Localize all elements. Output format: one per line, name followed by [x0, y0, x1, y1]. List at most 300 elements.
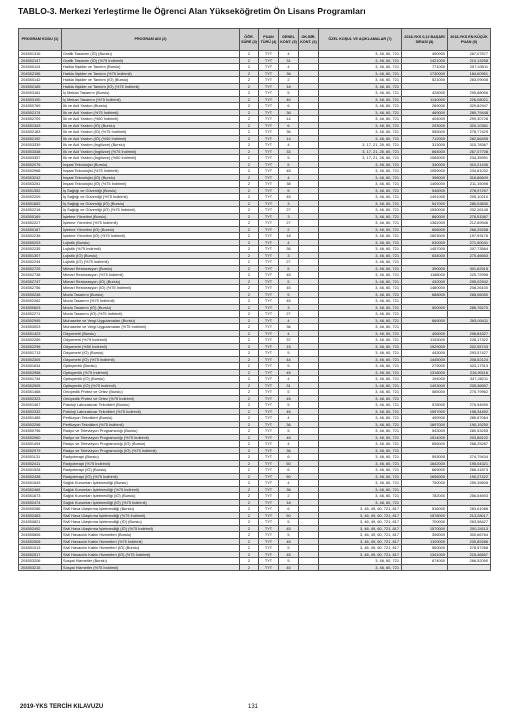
cell-duration: 2: [240, 161, 259, 168]
cell-general-quota: 5: [279, 265, 299, 272]
cell-min-score: 202,26145: [448, 207, 491, 214]
cell-conditions: 3, 46, 60, 721: [319, 402, 402, 409]
cell-general-quota: 14: [279, 135, 299, 142]
cell-duration: 2: [240, 168, 259, 175]
cell-duration: 2: [240, 233, 259, 240]
cell-general-quota: 4: [279, 142, 299, 149]
cell-duration: 2: [240, 51, 259, 58]
cell-score-type: TYT: [259, 564, 279, 571]
cell-min-score: 228,17322: [448, 337, 491, 344]
cell-program-name: Halkla İlişkiler ve Tanıtım (İÖ) (%75 İndirimli): [62, 83, 240, 90]
cell-program-code: 204552174: [19, 109, 62, 116]
cell-conditions: 3, 46, 60, 721: [319, 278, 402, 285]
cell-rank: 1730000: [402, 70, 448, 77]
cell-program-code: 204552474: [19, 499, 62, 506]
cell-program-name: Radyo ve Televizyon Programcılığı (%75 İndirimli): [62, 434, 240, 441]
cell-score-type: TYT: [259, 421, 279, 428]
cell-score-type: TYT: [259, 473, 279, 480]
cell-min-score: 210,13258: [448, 57, 491, 64]
cell-general-quota: 36: [279, 324, 299, 331]
cell-duration: 2: [240, 330, 259, 337]
cell-min-score: 271,50041: [448, 239, 491, 246]
cell-rank: 585000: [402, 389, 448, 396]
cell-duration: 2: [240, 259, 259, 266]
cell-rank: 1109000: [402, 538, 448, 545]
cell-general-quota: 5: [279, 278, 299, 285]
cell-duration: 2: [240, 369, 259, 376]
cell-score-type: TYT: [259, 109, 279, 116]
cell-program-code: 204550187: [19, 226, 62, 233]
cell-program-code: 204552305: [19, 356, 62, 363]
cell-general-quota: 45: [279, 168, 299, 175]
cell-general-quota: 31: [279, 57, 299, 64]
cell-min-score: 320,10361: [448, 122, 491, 129]
col-header-score-type: PUAN TÜRÜ (4): [259, 29, 279, 51]
cell-program-code: 204552738: [19, 272, 62, 279]
cell-conditions: 3, 46, 60, 721: [319, 70, 402, 77]
cell-score-type: TYT: [259, 51, 279, 58]
cell-program-name: Mimari Restorasyon (%75 İndirimli): [62, 272, 240, 279]
cell-conditions: 3, 46, 60, 721: [319, 168, 402, 175]
cell-general-quota: 3: [279, 304, 299, 311]
cell-conditions: 3, 46, 49, 60, 721, 817: [319, 525, 402, 532]
cell-conditions: 3, 46, 49, 60, 721, 817: [319, 506, 402, 513]
cell-conditions: 3, 46, 60, 721: [319, 441, 402, 448]
cell-rank: 782000: [402, 493, 448, 500]
cell-duration: 2: [240, 311, 259, 318]
cell-rank: 396000: [402, 532, 448, 539]
cell-duration: 2: [240, 408, 259, 415]
cell-rank: 1140000: [402, 96, 448, 103]
cell-general-quota: 45: [279, 525, 299, 532]
cell-score-type: TYT: [259, 116, 279, 123]
cell-rank: 664000: [402, 148, 448, 155]
cell-duration: 2: [240, 285, 259, 292]
cell-rank: 1529000: [402, 343, 448, 350]
cell-conditions: 3, 46, 49, 60, 721, 817: [319, 545, 402, 552]
cell-program-name: Lojistik (İÖ) (Burslu): [62, 252, 240, 259]
cell-general-quota: 6: [279, 506, 299, 513]
cell-score-type: TYT: [259, 278, 279, 285]
cell-rank: 555000: [402, 129, 448, 136]
cell-score-type: TYT: [259, 408, 279, 415]
cell-rank: 406000: [402, 330, 448, 337]
cell-program-code: 204550248: [19, 291, 62, 298]
cell-general-quota: 45: [279, 538, 299, 545]
cell-general-quota: 33: [279, 148, 299, 155]
cell-score-type: TYT: [259, 96, 279, 103]
cell-general-quota: 27: [279, 207, 299, 214]
cell-min-score: 190,27422: [448, 473, 491, 480]
cell-rank: 1480000: [402, 285, 448, 292]
cell-min-score: 268,25287: [448, 441, 491, 448]
cell-min-score: 280,53255: [448, 428, 491, 435]
cell-min-score: 268,25258: [448, 226, 491, 233]
cell-general-quota: 4: [279, 51, 299, 58]
cell-min-score: 259,39608: [448, 480, 491, 487]
cell-conditions: 3, 46, 49, 60, 721, 817: [319, 538, 402, 545]
page-number: 131: [248, 704, 259, 710]
cell-program-code: 204551528: [19, 467, 62, 474]
cell-conditions: 3, 46, 60, 721: [319, 291, 402, 298]
cell-score-type: TYT: [259, 285, 279, 292]
cell-score-type: TYT: [259, 298, 279, 305]
cell-rank: 860000: [402, 213, 448, 220]
cell-general-quota: 4: [279, 317, 299, 324]
cell-program-code: 204552483: [19, 512, 62, 519]
cell-rank: 771000: [402, 64, 448, 71]
cell-duration: 2: [240, 363, 259, 370]
cell-score-type: TYT: [259, 428, 279, 435]
cell-general-quota: 6: [279, 103, 299, 110]
cell-program-name: Odyometri (%50 İndirimli): [62, 343, 240, 350]
cell-program-name: İş Sağlığı ve Güvenliği (İÖ) (Burslu): [62, 200, 240, 207]
col-header-duration: ÖĞR. SÜRE (3): [240, 29, 259, 51]
cell-program-name: Radyoterapi (İÖ) (%75 İndirimli): [62, 473, 240, 480]
cell-program-name: Ortopedik Protez ve Ortez (Burslu): [62, 389, 240, 396]
cell-rank: 1318000: [402, 369, 448, 376]
cell-rank: 1421000: [402, 57, 448, 64]
cell-min-score: 310,21436: [448, 161, 491, 168]
cell-conditions: 3, 46, 60, 721: [319, 493, 402, 500]
cell-rank: 279000: [402, 363, 448, 370]
cell-rank: 1603000: [402, 233, 448, 240]
cell-score-type: TYT: [259, 415, 279, 422]
cell-program-name: Muhasebe ve Vergi Uygulamaları (%75 İndirimli): [62, 324, 240, 331]
cell-min-score: 278,51587: [448, 213, 491, 220]
cell-duration: 2: [240, 558, 259, 565]
cell-general-quota: 4: [279, 415, 299, 422]
cell-program-code: 204552960: [19, 434, 62, 441]
cell-conditions: 3, 46, 60, 721: [319, 129, 402, 136]
cell-program-code: 204552262: [19, 298, 62, 305]
cell-program-name: Grafik Tasarımı (İÖ) (Burslu): [62, 51, 240, 58]
cell-rank: 293000: [402, 122, 448, 129]
cell-score-type: TYT: [259, 330, 279, 337]
cell-min-score: 293,57427: [448, 350, 491, 357]
cell-program-name: Lojistik (Burslu): [62, 239, 240, 246]
cell-conditions: 3, 46, 60, 721: [319, 64, 402, 71]
cell-duration: 2: [240, 246, 259, 253]
cell-conditions: 3, 46, 60, 721: [319, 343, 402, 350]
cell-rank: 194000: [402, 376, 448, 383]
cell-general-quota: 31: [279, 382, 299, 389]
cell-rank: 674000: [402, 558, 448, 565]
cell-conditions: 3, 46, 60, 721: [319, 259, 402, 266]
cell-program-name: İlk ve Acil Yardım (%50 İndirimli): [62, 116, 240, 123]
cell-min-score: 278,57268: [448, 545, 491, 552]
cell-duration: 2: [240, 129, 259, 136]
cell-general-quota: 5: [279, 350, 299, 357]
cell-general-quota: 4: [279, 480, 299, 487]
cell-duration: 2: [240, 564, 259, 571]
cell-program-name: Halkla İlişkiler ve Tanıtım (İÖ) (Burslu): [62, 77, 240, 84]
cell-rank: 1570000: [402, 525, 448, 532]
cell-duration: 2: [240, 194, 259, 201]
cell-min-score: 285,76270: [448, 304, 491, 311]
cell-conditions: 3, 46, 60, 721: [319, 213, 402, 220]
cell-program-code: 204551485: [19, 415, 62, 422]
cell-conditions: 3, 46, 60, 721: [319, 57, 402, 64]
cell-general-quota: 5: [279, 389, 299, 396]
cell-conditions: 3, 46, 60, 721: [319, 324, 402, 331]
cell-program-code: 204552517: [19, 551, 62, 558]
cell-program-name: İlk ve Acil Yardım (İngilizce) (Burslu): [62, 142, 240, 149]
cell-conditions: 3, 46, 49, 60, 721, 817: [319, 551, 402, 558]
cell-duration: 2: [240, 148, 259, 155]
cell-general-quota: 2: [279, 493, 299, 500]
cell-score-type: TYT: [259, 434, 279, 441]
cell-program-name: İş Sağlığı ve Güvenliği (%75 İndirimli): [62, 194, 240, 201]
cell-program-code: 204552183: [19, 129, 62, 136]
cell-score-type: TYT: [259, 519, 279, 526]
cell-rank: 1597000: [402, 408, 448, 415]
cell-conditions: 3, 46, 60, 721: [319, 447, 402, 454]
cell-duration: 2: [240, 545, 259, 552]
cell-general-quota: 36: [279, 70, 299, 77]
cell-min-score: 266,41873: [448, 467, 491, 474]
cell-duration: 2: [240, 460, 259, 467]
cell-general-quota: 36: [279, 486, 299, 493]
cell-min-score: 276,54590: [448, 402, 491, 409]
cell-rank: 546000: [402, 187, 448, 194]
cell-duration: 2: [240, 467, 259, 474]
cell-general-quota: 45: [279, 551, 299, 558]
cell-score-type: TYT: [259, 122, 279, 129]
cell-general-quota: 4: [279, 376, 299, 383]
cell-program-code: 204552323: [19, 395, 62, 402]
cell-duration: 2: [240, 499, 259, 506]
cell-program-code: 204552271: [19, 311, 62, 318]
cell-rank: 469000: [402, 109, 448, 116]
cell-program-code: 204552076: [19, 161, 62, 168]
cell-score-type: TYT: [259, 90, 279, 97]
cell-program-name: Halkla İlişkiler ve Tanıtım (%75 İndirimli): [62, 70, 240, 77]
cell-program-code: 204552156: [19, 70, 62, 77]
cell-general-quota: 36: [279, 447, 299, 454]
cell-program-name: İşletme Yönetimi (İÖ) (%75 İndirimli): [62, 233, 240, 240]
cell-conditions: 3, 46, 60, 721: [319, 480, 402, 487]
cell-duration: 2: [240, 226, 259, 233]
cell-rank: 1153000: [402, 337, 448, 344]
cell-program-code: 204552905: [19, 382, 62, 389]
cell-conditions: 3, 46, 60, 721: [319, 239, 402, 246]
cell-score-type: TYT: [259, 317, 279, 324]
cell-conditions: 3, 46, 60, 721: [319, 460, 402, 467]
cell-general-quota: 27: [279, 220, 299, 227]
cell-conditions: 3, 46, 60, 721: [319, 194, 402, 201]
cell-program-name: Sivil Havacılık Kabin Hizmetleri (İÖ) (%75 İndirimli): [62, 551, 240, 558]
cell-general-quota: 6: [279, 454, 299, 461]
cell-conditions: 3, 46, 60, 721: [319, 109, 402, 116]
cell-conditions: 3, 46, 60, 721: [319, 311, 402, 318]
cell-program-code: 204552298: [19, 343, 62, 350]
cell-program-code: 204552411: [19, 460, 62, 467]
footer-guide-title: 2019-YKS TERCİH KILAVUZU: [20, 704, 104, 710]
cell-program-name: Moda Tasarımı (İÖ) (%75 İndirimli): [62, 311, 240, 318]
cell-program-name: İlk ve Acil Yardım (İngilizce) (%75 İndirimli): [62, 148, 240, 155]
cell-min-score: 274,79434: [448, 454, 491, 461]
cell-duration: 2: [240, 480, 259, 487]
cell-general-quota: 45: [279, 369, 299, 376]
cell-general-quota: 36: [279, 109, 299, 116]
cell-conditions: 3, 46, 49, 60, 721, 817: [319, 532, 402, 539]
cell-program-name: Perfüzyon Teknikleri (%75 İndirimli): [62, 421, 240, 428]
cell-duration: 2: [240, 109, 259, 116]
cell-score-type: TYT: [259, 343, 279, 350]
cell-duration: 2: [240, 421, 259, 428]
cell-general-quota: 5: [279, 402, 299, 409]
cell-general-quota: 50: [279, 460, 299, 467]
cell-program-name: İlk ve Acil Yardım (İÖ) (Burslu): [62, 122, 240, 129]
cell-program-name: Sağlık Kurumları İşletmeciliği (Burslu): [62, 480, 240, 487]
cell-duration: 2: [240, 200, 259, 207]
cell-score-type: TYT: [259, 480, 279, 487]
cell-program-code: 204553206: [19, 558, 62, 565]
cell-score-type: TYT: [259, 155, 279, 162]
cell-program-code: 204551131: [19, 454, 62, 461]
cell-general-quota: 50: [279, 512, 299, 519]
cell-general-quota: 18: [279, 83, 299, 90]
cell-duration: 2: [240, 402, 259, 409]
cell-program-name: Ortopedik Protez ve Ortez (%75 İndirimli): [62, 395, 240, 402]
cell-rank: 1065000: [402, 155, 448, 162]
cell-general-quota: 5: [279, 161, 299, 168]
cell-duration: 2: [240, 239, 259, 246]
cell-general-quota: 5: [279, 155, 299, 162]
cell-duration: 2: [240, 441, 259, 448]
cell-program-code: 204553357: [19, 155, 62, 162]
table-body: [19, 51, 491, 571]
cell-score-type: TYT: [259, 220, 279, 227]
cell-min-score: 263,98427: [448, 519, 491, 526]
cell-conditions: 3, 46, 60, 721: [319, 252, 402, 259]
cell-duration: 2: [240, 337, 259, 344]
cell-score-type: TYT: [259, 187, 279, 194]
cell-program-name: Sivil Hava Ulaştırma İşletmeciliği (İÖ) (Burslu): [62, 519, 240, 526]
cell-conditions: 3, 46, 60, 721: [319, 135, 402, 142]
cell-duration: 2: [240, 213, 259, 220]
cell-min-score: 212,89946: [448, 220, 491, 227]
cell-general-quota: 5: [279, 187, 299, 194]
cell-duration: 2: [240, 174, 259, 181]
cell-program-code: 204550203: [19, 239, 62, 246]
col-header-min-score: 2018-YKS EN KÜÇÜK PUAN (9): [448, 29, 491, 51]
cell-rank: 634000: [402, 252, 448, 259]
cell-program-name: Sağlık Kurumları İşletmeciliği (İÖ) (Burslu): [62, 493, 240, 500]
cell-program-code: 204550142: [19, 77, 62, 84]
cell-general-quota: 3: [279, 252, 299, 259]
cell-program-name: Radyoterapi (%75 İndirimli): [62, 460, 240, 467]
cell-conditions: 3, 17, 21, 28, 60, 721: [319, 155, 402, 162]
cell-program-name: Sivil Havacılık Kabin Hizmetleri (Burslu): [62, 532, 240, 539]
cell-program-name: Sağlık Kurumları İşletmeciliği (İÖ) (%75 İndirimli): [62, 499, 240, 506]
col-header-conditions: ÖZEL KOŞUL VE AÇIKLAMALAR (7): [319, 29, 402, 51]
cell-rank: 669000: [402, 317, 448, 324]
cell-general-quota: 5: [279, 90, 299, 97]
cell-program-name: Grafik Tasarımı (İÖ) (%75 İndirimli): [62, 57, 240, 64]
col-header-school-quota: OK.BİR. KONT. (6): [299, 29, 319, 51]
cell-duration: 2: [240, 506, 259, 513]
cell-general-quota: 6: [279, 122, 299, 129]
cell-conditions: 3, 46, 60, 721: [319, 382, 402, 389]
cell-min-score: 283,09008: [448, 77, 491, 84]
cell-duration: 2: [240, 551, 259, 558]
cell-program-code: 204551494: [19, 441, 62, 448]
cell-conditions: 3, 46, 60, 721: [319, 415, 402, 422]
cell-score-type: TYT: [259, 493, 279, 500]
cell-score-type: TYT: [259, 207, 279, 214]
cell-min-score: 195,04321: [448, 460, 491, 467]
cell-program-code: 204552958: [19, 369, 62, 376]
cell-min-score: 270,46653: [448, 252, 491, 259]
cell-duration: 2: [240, 356, 259, 363]
cell-general-quota: 2: [279, 77, 299, 84]
cell-general-quota: 4: [279, 174, 299, 181]
cell-min-score: 315,78367: [448, 142, 491, 149]
cell-general-quota: 45: [279, 194, 299, 201]
cell-conditions: 3, 46, 60, 721: [319, 226, 402, 233]
cell-program-code: 204552506: [19, 538, 62, 545]
cell-score-type: TYT: [259, 337, 279, 344]
cell-program-code: 204552968: [19, 168, 62, 175]
cell-rank: 712000: [402, 135, 448, 142]
cell-score-type: TYT: [259, 506, 279, 513]
cell-duration: 2: [240, 57, 259, 64]
cell-conditions: 3, 46, 60, 721: [319, 96, 402, 103]
cell-score-type: TYT: [259, 395, 279, 402]
cell-program-name: İnşaat Teknolojisi (İÖ) (%75 İndirimli): [62, 181, 240, 188]
cell-rank: 1530000: [402, 207, 448, 214]
cell-program-code: 204552289: [19, 337, 62, 344]
cell-rank: 1642000: [402, 460, 448, 467]
cell-program-name: İşletme Yönetimi (%75 İndirimli): [62, 220, 240, 227]
cell-score-type: TYT: [259, 324, 279, 331]
cell-program-name: İlk ve Acil Yardım (İÖ) (%75 İndirimli): [62, 129, 240, 136]
cell-program-code: 204552147: [19, 57, 62, 64]
cell-program-code: 204551307: [19, 252, 62, 259]
cell-min-score: 265,06050: [448, 291, 491, 298]
cell-conditions: 3, 46, 60, 721: [319, 467, 402, 474]
cell-school-quota: [299, 564, 319, 571]
cell-score-type: TYT: [259, 350, 279, 357]
cell-conditions: 3, 46, 60, 721: [319, 220, 402, 227]
cell-program-name: Patoloji Laboratuvar Teknikleri (Burslu): [62, 402, 240, 409]
cell-general-quota: 6: [279, 467, 299, 474]
cell-general-quota: 5: [279, 519, 299, 526]
cell-duration: 2: [240, 142, 259, 149]
cell-duration: 2: [240, 343, 259, 350]
cell-min-score: 256,54693: [448, 493, 491, 500]
program-table: [18, 28, 491, 571]
cell-min-score: 207,73564: [448, 246, 491, 253]
cell-rank: 1406000: [402, 181, 448, 188]
cell-duration: 2: [240, 519, 259, 526]
cell-program-name: Sivil Havacılık Kabin Hizmetleri (%75 İndirimli): [62, 538, 240, 545]
cell-rank: 547000: [402, 200, 448, 207]
cell-conditions: 3, 46, 60, 721: [319, 103, 402, 110]
cell-score-type: TYT: [259, 252, 279, 259]
cell-program-code: 204552756: [19, 285, 62, 292]
cell-program-name: Mimari Restorasyon (İÖ) (Burslu): [62, 278, 240, 285]
cell-rank: 543000: [402, 428, 448, 435]
cell-min-score: 295,88056: [448, 90, 491, 97]
cell-conditions: 3, 46, 60, 721: [319, 200, 402, 207]
cell-program-name: İç Mekan Tasarımı (%75 İndirimli): [62, 96, 240, 103]
cell-score-type: TYT: [259, 148, 279, 155]
cell-score-type: TYT: [259, 311, 279, 318]
cell-duration: 2: [240, 278, 259, 285]
